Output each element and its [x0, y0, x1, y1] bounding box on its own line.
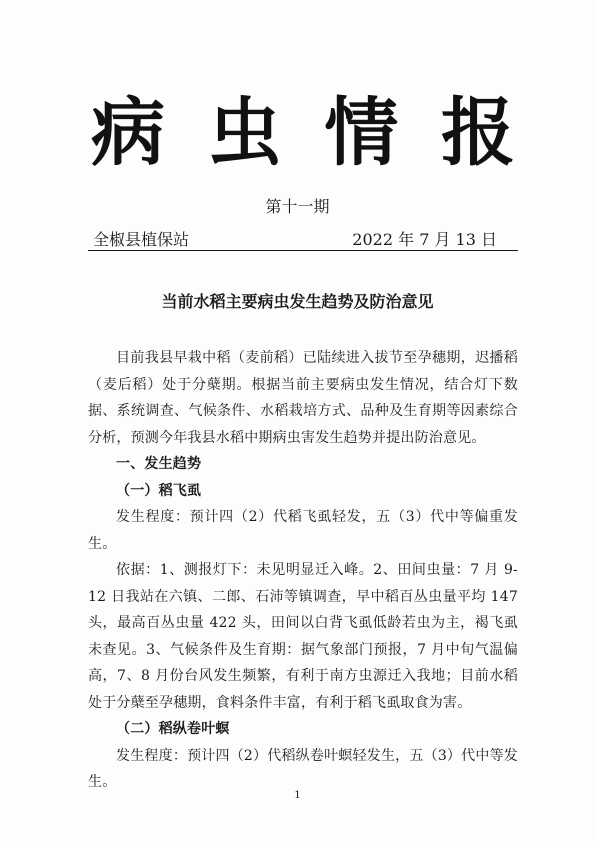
- header-meta: [93, 227, 497, 249]
- occurrence-degree-paragraph: 发生程度：预计四（2）代稻纵卷叶螟轻发生，五（3）代中等发生。: [88, 747, 518, 790]
- masthead-char: 报: [440, 90, 515, 176]
- section-heading: 一、发生趋势: [116, 456, 202, 472]
- intro-paragraph: 目前我县早栽中稻（麦前稻）已陆续进入拔节至孕穗期，迟播稻（麦后稻）处于分蘖期。根据当前主要病虫发生情况，结合灯下数据、系统调查、气候条件、水稻栽培方式、品种及生育期等因素综合分析，预测今年我县水稻中期病虫害发生趋势并提出防治意见。: [88, 350, 518, 446]
- issuing-organization: 全椒县植保站: [93, 230, 190, 249]
- page-number: 1: [294, 790, 301, 801]
- masthead-title: [88, 88, 518, 178]
- occurrence-degree-paragraph: 发生程度：预计四（2）代稻飞虱轻发，五（3）代中等偏重发生。: [88, 509, 518, 552]
- masthead-char: 病: [91, 90, 165, 176]
- header-rule: [88, 250, 518, 251]
- document-title: 当前水稻主要病虫发生趋势及防治意见: [161, 292, 434, 311]
- issue-date: 2022 年 7 月 13 日: [352, 230, 497, 249]
- issue-number: 第十一期: [265, 197, 330, 216]
- basis-paragraph: 依据：1、测报灯下：未见明显迁入峰。2、田间虫量：7 月 9-12 日我站在六镇、二郎、石沛等镇调查，早中稻百丛虫量平均 147 头，最高百丛虫量 422 头，田间以白背飞虱低龄若虫为主，褐飞虱未查见。3、气候条件及生育期：据气象部门预报，7 月中旬气温偏高，7、8 月份台风发生频繁，有利于南方虫源迁入我地；目前水稻处于分蘖至孕穗期，食料条件丰富，有利于稻飞虱取食为害。: [88, 562, 518, 711]
- masthead-char: 情: [324, 90, 399, 176]
- subsection-heading: （一）稻飞虱: [116, 482, 202, 499]
- masthead-char: 虫: [207, 90, 282, 176]
- subsection-heading: （二）稻纵卷叶螟: [116, 721, 230, 737]
- document-body: [88, 345, 518, 796]
